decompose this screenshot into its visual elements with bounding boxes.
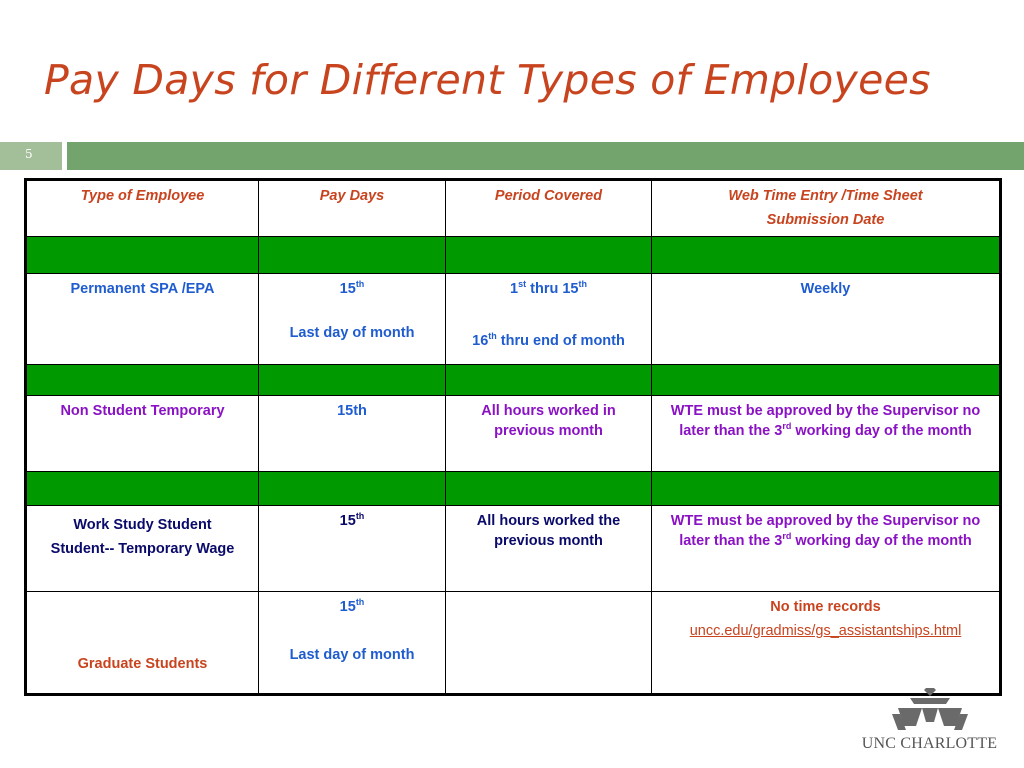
pay-suffix: th [355,511,365,522]
cell-paydays-non-student: 15th [259,396,446,472]
slide-title: Pay Days for Different Types of Employees [44,56,931,104]
green-cell [26,472,259,506]
pay-days-table [24,178,1002,696]
header-pay-days: Pay Days [259,180,446,237]
green-cell [652,237,1001,274]
pay1-number: 15 [339,599,356,615]
green-divider-row [26,472,1001,506]
cell-period-graduate [446,592,652,695]
green-cell [26,237,259,274]
cell-paydays-work-study [259,506,446,592]
green-cell [259,472,446,506]
cell-submission-graduate [652,592,1001,695]
green-cell [259,365,446,396]
green-divider-row [26,237,1001,274]
cell-period-permanent [446,274,652,365]
green-cell [652,365,1001,396]
table-row-work-study [26,506,1001,592]
green-cell [446,472,652,506]
green-cell [446,237,652,274]
cell-period-work-study: All hours worked the previous month [446,506,652,592]
submission-text-a: WTE must be approved by the Supervisor no later than the 3 [670,513,981,549]
pay1-suffix: th [355,279,365,290]
header-band-right [67,142,1024,170]
header-submission-line1: Web Time Entry /Time Sheet [728,188,923,204]
header-type-of-employee: Type of Employee [26,180,259,237]
pay-number: 15 [339,513,356,529]
type-work-study: Work Study Student [73,517,212,533]
table-row-permanent [26,274,1001,365]
green-cell [26,365,259,396]
pay1-number: 15 [339,281,356,297]
period2-suffix: th [488,331,497,342]
table-header-row [26,180,1001,237]
submission-suffix: rd [782,531,792,542]
type-temporary-wage: Student-- Temporary Wage [50,541,235,557]
submission-text-a: WTE must be approved by the Supervisor no later than the 3 [670,403,981,439]
pay1-suffix: th [355,597,365,608]
table-row-graduate [26,592,1001,695]
no-time-records: No time records [770,599,881,615]
pay2-text: Last day of month [289,647,415,663]
submission-suffix: rd [782,421,792,432]
period1-start-suffix: st [518,279,527,290]
cell-type-permanent: Permanent SPA /EPA [26,274,259,365]
cell-type-non-student: Non Student Temporary [26,396,259,472]
cell-paydays-permanent [259,274,446,365]
cell-type-graduate [26,592,259,695]
period2-end: thru end of month [496,333,625,349]
green-cell [259,237,446,274]
header-period-covered: Period Covered [446,180,652,237]
green-divider-row [26,365,1001,396]
header-submission-line2: Submission Date [766,212,885,228]
cell-submission-work-study [652,506,1001,592]
cell-paydays-graduate [259,592,446,695]
cell-submission-non-student [652,396,1001,472]
period1-end-suffix: th [578,279,587,290]
period1-end: thru 15 [526,281,579,297]
slide-number: 5 [25,147,33,161]
period2-start: 16 [472,333,489,349]
logo-wordmark: UNC CHARLOTTE [861,735,998,752]
cell-period-non-student: All hours worked in previous month [446,396,652,472]
period2-line [452,331,645,351]
cell-submission-permanent: Weekly [652,274,1001,365]
pay2-text: Last day of month [289,325,415,341]
header-submission-date [652,180,1001,237]
submission-text-b: working day of the month [791,423,972,439]
table-row-non-student [26,396,1001,472]
submission-text-b: working day of the month [791,533,972,549]
green-cell [652,472,1001,506]
assistantships-link[interactable]: uncc.edu/gradmiss/gs_assistantships.html [689,623,962,639]
cell-type-work-study [26,506,259,592]
type-graduate: Graduate Students [77,656,208,672]
period1-start: 1 [510,281,519,297]
green-cell [446,365,652,396]
